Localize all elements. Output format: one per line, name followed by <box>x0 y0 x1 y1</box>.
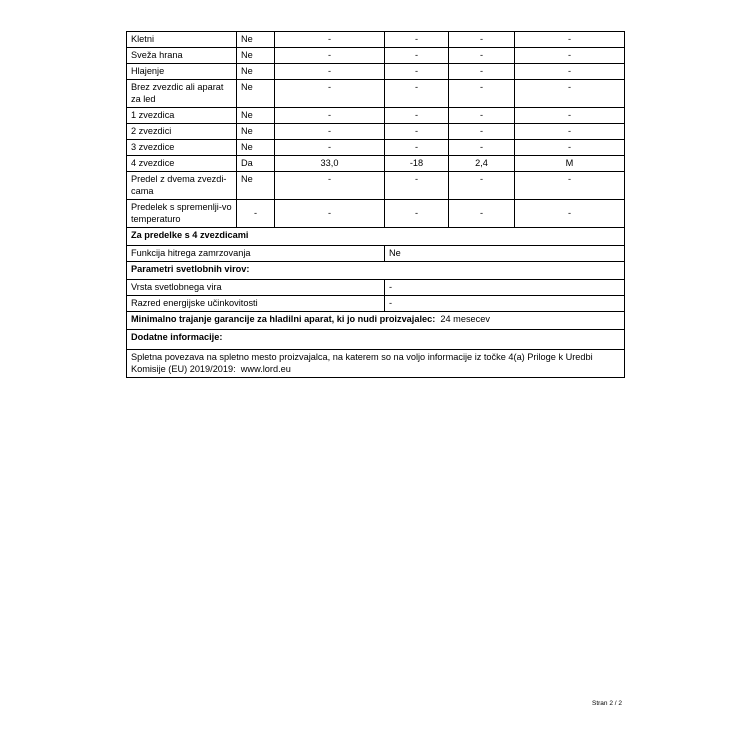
compartment-present: Ne <box>237 32 275 48</box>
compartment-temperature: - <box>385 140 449 156</box>
warranty-value: 24 mesecev <box>440 314 490 324</box>
compartment-temperature: - <box>385 48 449 64</box>
compartment-present: Ne <box>237 172 275 200</box>
four-star-heading: Za predelke s 4 zvezdicami <box>127 228 625 246</box>
compartment-label: 1 zvezdica <box>127 108 237 124</box>
compartment-label: Brez zvezdic ali aparat za led <box>127 80 237 108</box>
fast-freeze-label: Funkcija hitrega zamrzovanja <box>127 246 385 262</box>
compartment-volume: - <box>275 48 385 64</box>
table-row <box>127 156 625 172</box>
compartment-temperature: - <box>385 32 449 48</box>
compartment-volume: 33,0 <box>275 156 385 172</box>
additional-info-text: Spletna povezava na spletno mesto proizvajalca, na katerem so na voljo informacije iz točke 4(a) Priloge k Uredbi Komisije (EU) 2019/2019: <box>131 352 593 374</box>
table-row <box>127 172 625 200</box>
table-row <box>127 80 625 108</box>
compartment-label: Kletni <box>127 32 237 48</box>
compartment-label: Predel z dvema zvezdi-cama <box>127 172 237 200</box>
compartment-label: Hlajenje <box>127 64 237 80</box>
compartment-temperature: - <box>385 172 449 200</box>
compartment-type: - <box>515 124 625 140</box>
compartment-present: Ne <box>237 48 275 64</box>
compartment-label: 4 zvezdice <box>127 156 237 172</box>
table-row <box>127 140 625 156</box>
compartment-volume: - <box>275 172 385 200</box>
light-source-heading: Parametri svetlobnih virov: <box>127 262 625 280</box>
section-heading-row <box>127 262 625 280</box>
manufacturer-link[interactable]: www.lord.eu <box>240 364 291 374</box>
compartment-temperature: - <box>385 108 449 124</box>
compartment-type: - <box>515 140 625 156</box>
compartment-present: Ne <box>237 80 275 108</box>
compartment-present: Ne <box>237 124 275 140</box>
compartment-type: - <box>515 80 625 108</box>
table-row <box>127 108 625 124</box>
table-row <box>127 280 625 296</box>
compartment-type: - <box>515 108 625 124</box>
page-number: Stran 2 / 2 <box>592 700 622 707</box>
compartment-present: - <box>237 200 275 228</box>
compartment-energy: - <box>449 172 515 200</box>
section-heading-row <box>127 228 625 246</box>
compartment-energy: - <box>449 140 515 156</box>
compartment-energy: - <box>449 200 515 228</box>
table-row <box>127 246 625 262</box>
light-source-type-value: - <box>385 280 625 296</box>
compartment-energy: - <box>449 80 515 108</box>
compartment-present: Ne <box>237 140 275 156</box>
additional-info-cell <box>127 350 625 378</box>
compartment-volume: - <box>275 32 385 48</box>
compartment-volume: - <box>275 140 385 156</box>
compartment-type: - <box>515 172 625 200</box>
compartment-table <box>126 31 625 378</box>
compartment-present: Ne <box>237 64 275 80</box>
compartment-energy: - <box>449 32 515 48</box>
table-row <box>127 32 625 48</box>
compartment-present: Da <box>237 156 275 172</box>
compartment-volume: - <box>275 64 385 80</box>
compartment-label: 3 zvezdice <box>127 140 237 156</box>
table-row <box>127 296 625 312</box>
compartment-energy: 2,4 <box>449 156 515 172</box>
compartment-volume: - <box>275 124 385 140</box>
table-row <box>127 124 625 140</box>
product-info-sheet <box>126 31 624 378</box>
compartment-temperature: - <box>385 200 449 228</box>
warranty-cell <box>127 312 625 330</box>
compartment-label: Sveža hrana <box>127 48 237 64</box>
compartment-temperature: - <box>385 80 449 108</box>
compartment-present: Ne <box>237 108 275 124</box>
table-row <box>127 64 625 80</box>
warranty-row <box>127 312 625 330</box>
warranty-label: Minimalno trajanje garancije za hladilni aparat, ki jo nudi proizvajalec: <box>131 314 436 324</box>
compartment-temperature: -18 <box>385 156 449 172</box>
compartment-type: - <box>515 200 625 228</box>
compartment-volume: - <box>275 200 385 228</box>
compartment-label: 2 zvezdici <box>127 124 237 140</box>
additional-info-heading: Dodatne informacije: <box>127 330 625 350</box>
compartment-temperature: - <box>385 64 449 80</box>
energy-class-label: Razred energijske učinkovitosti <box>127 296 385 312</box>
compartment-energy: - <box>449 108 515 124</box>
compartment-type: - <box>515 48 625 64</box>
compartment-temperature: - <box>385 124 449 140</box>
compartment-volume: - <box>275 80 385 108</box>
light-source-type-label: Vrsta svetlobnega vira <box>127 280 385 296</box>
energy-class-value: - <box>385 296 625 312</box>
compartment-energy: - <box>449 48 515 64</box>
additional-info-row <box>127 350 625 378</box>
compartment-label: Predelek s spremenlji-vo temperaturo <box>127 200 237 228</box>
compartment-volume: - <box>275 108 385 124</box>
compartment-rows <box>127 32 625 378</box>
compartment-type: M <box>515 156 625 172</box>
compartment-type: - <box>515 64 625 80</box>
compartment-energy: - <box>449 124 515 140</box>
compartment-type: - <box>515 32 625 48</box>
table-row <box>127 48 625 64</box>
section-heading-row <box>127 330 625 350</box>
compartment-energy: - <box>449 64 515 80</box>
fast-freeze-value: Ne <box>385 246 625 262</box>
table-row <box>127 200 625 228</box>
